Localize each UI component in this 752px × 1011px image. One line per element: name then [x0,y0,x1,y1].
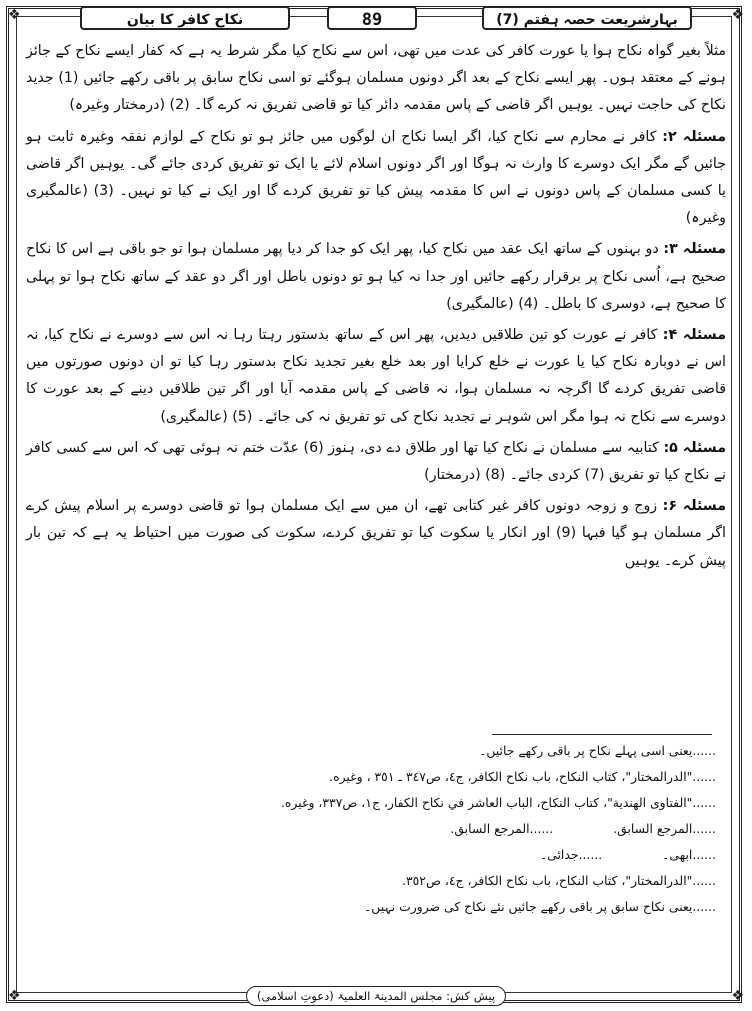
page-footer [0,985,752,1006]
paragraph-text: کتابیہ سے مسلمان نے نکاح کیا تھا اور طلاق دے دی، ہنوز (6) عدّت ختم نہ ہوئی تھی کہ اس سے کسی کافر نے نکاح کیا تو تفریق (7) کردی جائے۔ (8) (درمختار) [26,439,726,484]
footnote: ......"الفتاوى الهندية"، كتاب النكاح، الباب العاشر في نكاح الكفار، ج١، ص٣٣٧، وغيره. [280,795,716,810]
footnote: ......المرجع السابق. [450,821,554,836]
paragraph [26,322,726,431]
footnote-pair [26,842,716,868]
book-title: بہارِشریعت حصہ ہفتم (7) [482,6,692,30]
masala-label: مسئلہ ۵: [663,439,726,456]
paragraph [26,493,726,575]
corner-ornament-icon: ❖ [8,988,21,1004]
paragraph-text: مثلاً بغیر گواہ نکاح ہوا یا عورت کافر کی عدت میں تھی، اس سے نکاح کیا مگر شرط یہ ہے کہ کفار ایسے نکاح کے جائز ہونے کے معتقد ہوں۔ پھر ایسے نکاح کے بعد اگر دونوں مسلمان ہوگئے تو اسی نکاح سابق پر باقی رکھے جائیں (1) جدید نکاح کی حاجت نہیں۔ یوہیں اگر قاضی کے پاس مقدمہ دائر کیا تو قاضی تفریق نہ کرے گا۔ (2) (درمختار وغیرہ) [26,43,726,114]
paragraph [26,236,726,318]
masala-label: مسئلہ ۴: [662,327,727,344]
footnote: ......یعنی نکاح سابق پر باقی رکھے جائیں نئے نکاح کی ضرورت نہیں۔ [364,899,716,914]
paragraph-text: زوج و زوجہ دونوں کافر غیر کتابی تھے، ان میں سے ایک مسلمان ہوا تو قاضی دوسرے پر اسلام پیش کرے اگر مسلمان ہو گیا فبہا (9) اور انکار یا سکوت کیا تو تفریق کردے، سکوت کی صورت میں احتیاط یہ ہے کہ تین بار پیش کرے۔ یوہیں [26,498,726,569]
chapter-title: نکاح کافر کا بیان [80,6,290,30]
page-header [60,6,692,32]
corner-ornament-icon: ❖ [731,988,744,1004]
masala-label: مسئلہ ۲: [662,128,726,145]
footnotes [26,738,716,920]
footnote: ......ابھی۔ [662,847,716,862]
footnote-separator [492,734,712,735]
paragraph [26,435,726,489]
presenter-credit: پیش کش: مجلس المدینۃ العلمیۃ (دعوتِ اسلامی) [246,986,506,1006]
footnote: ......جدائی۔ [539,847,603,862]
footnote-pair [26,816,716,842]
paragraph-text: کافر نے عورت کو تین طلاقیں دیدیں، پھر اس کے ساتھ بدستور رہتا رہا نہ اس سے دوسرے نے نکاح کیا، نہ اس نے دوبارہ نکاح کیا یا عورت نے خلع کرایا اور بعد خلع بغیر تجدید نکاح بدستور رہا کیا تو ان دونوں صورتوں میں قاضی تفریق کردے گا اگرچہ نہ مسلمان ہوا، نہ قاضی کے پاس مقدمہ آیا اور اگر تین طلاقیں دینے کے بعد عورت کا دوسرے سے نکاح نہ ہوا مگر اس شوہر نے تجدید نکاح کی تو تفریق نہ کی جائے۔ (5) (عالمگیری) [26,327,726,425]
paragraph [26,124,726,233]
corner-ornament-icon: ❖ [8,7,21,23]
page-number: 89 [327,6,417,30]
corner-ornament-icon: ❖ [731,7,744,23]
paragraph-text: کافر نے محارم سے نکاح کیا، اگر ایسا نکاح ان لوگوں میں جائز ہو تو نکاح کے لوازم نفقہ وغیرہ ثابت ہو جائیں گے مگر ایک دوسرے کا وارث نہ ہوگا اور اگر دونوں اسلام لائے یا ایک تو تفریق کردی جائے گی۔ یوہیں اگر قاضی یا کسی مسلمان کے پاس دونوں نے اس کا مقدمہ پیش کیا تو تفریق کردے گا اور ایک نے کیا تو نہیں۔ (3) (عالمگیری وغیرہ) [26,128,726,227]
masala-label: مسئلہ ۳: [663,241,726,258]
footnote: ......یعنی اسی پہلے نکاح پر باقی رکھے جائیں۔ [479,743,716,758]
paragraph-text: دو بہنوں کے ساتھ ایک عقد میں نکاح کیا، پھر ایک کو جدا کر دیا پھر مسلمان ہوا تو جو باقی ہے اس کا نکاح صحیح ہے، اُسی نکاح پر برقرار رکھے جائیں اور جدا نہ کیا ہو تو دونوں باطل اور اگر دو عقد کے ساتھ نکاح ہوا تو پہلی کا صحیح ہے، دوسری کا باطل۔ (4) (عالمگیری) [26,241,726,312]
footnote: ......"الدرالمختار"، كتاب النكاح، باب نكاح الكافر، ج٤، ص٣٤٧ ـ ٣٥١ ، وغيره. [329,769,716,784]
paragraph [26,38,726,120]
masala-label: مسئلہ ۶: [662,498,726,515]
footnote: ......المرجع السابق. [613,821,716,836]
footnote: ......"الدرالمختار"، كتاب النكاح، باب نكاح الكافر، ج٤، ص٣٥٢. [402,873,716,888]
main-text [26,38,726,579]
